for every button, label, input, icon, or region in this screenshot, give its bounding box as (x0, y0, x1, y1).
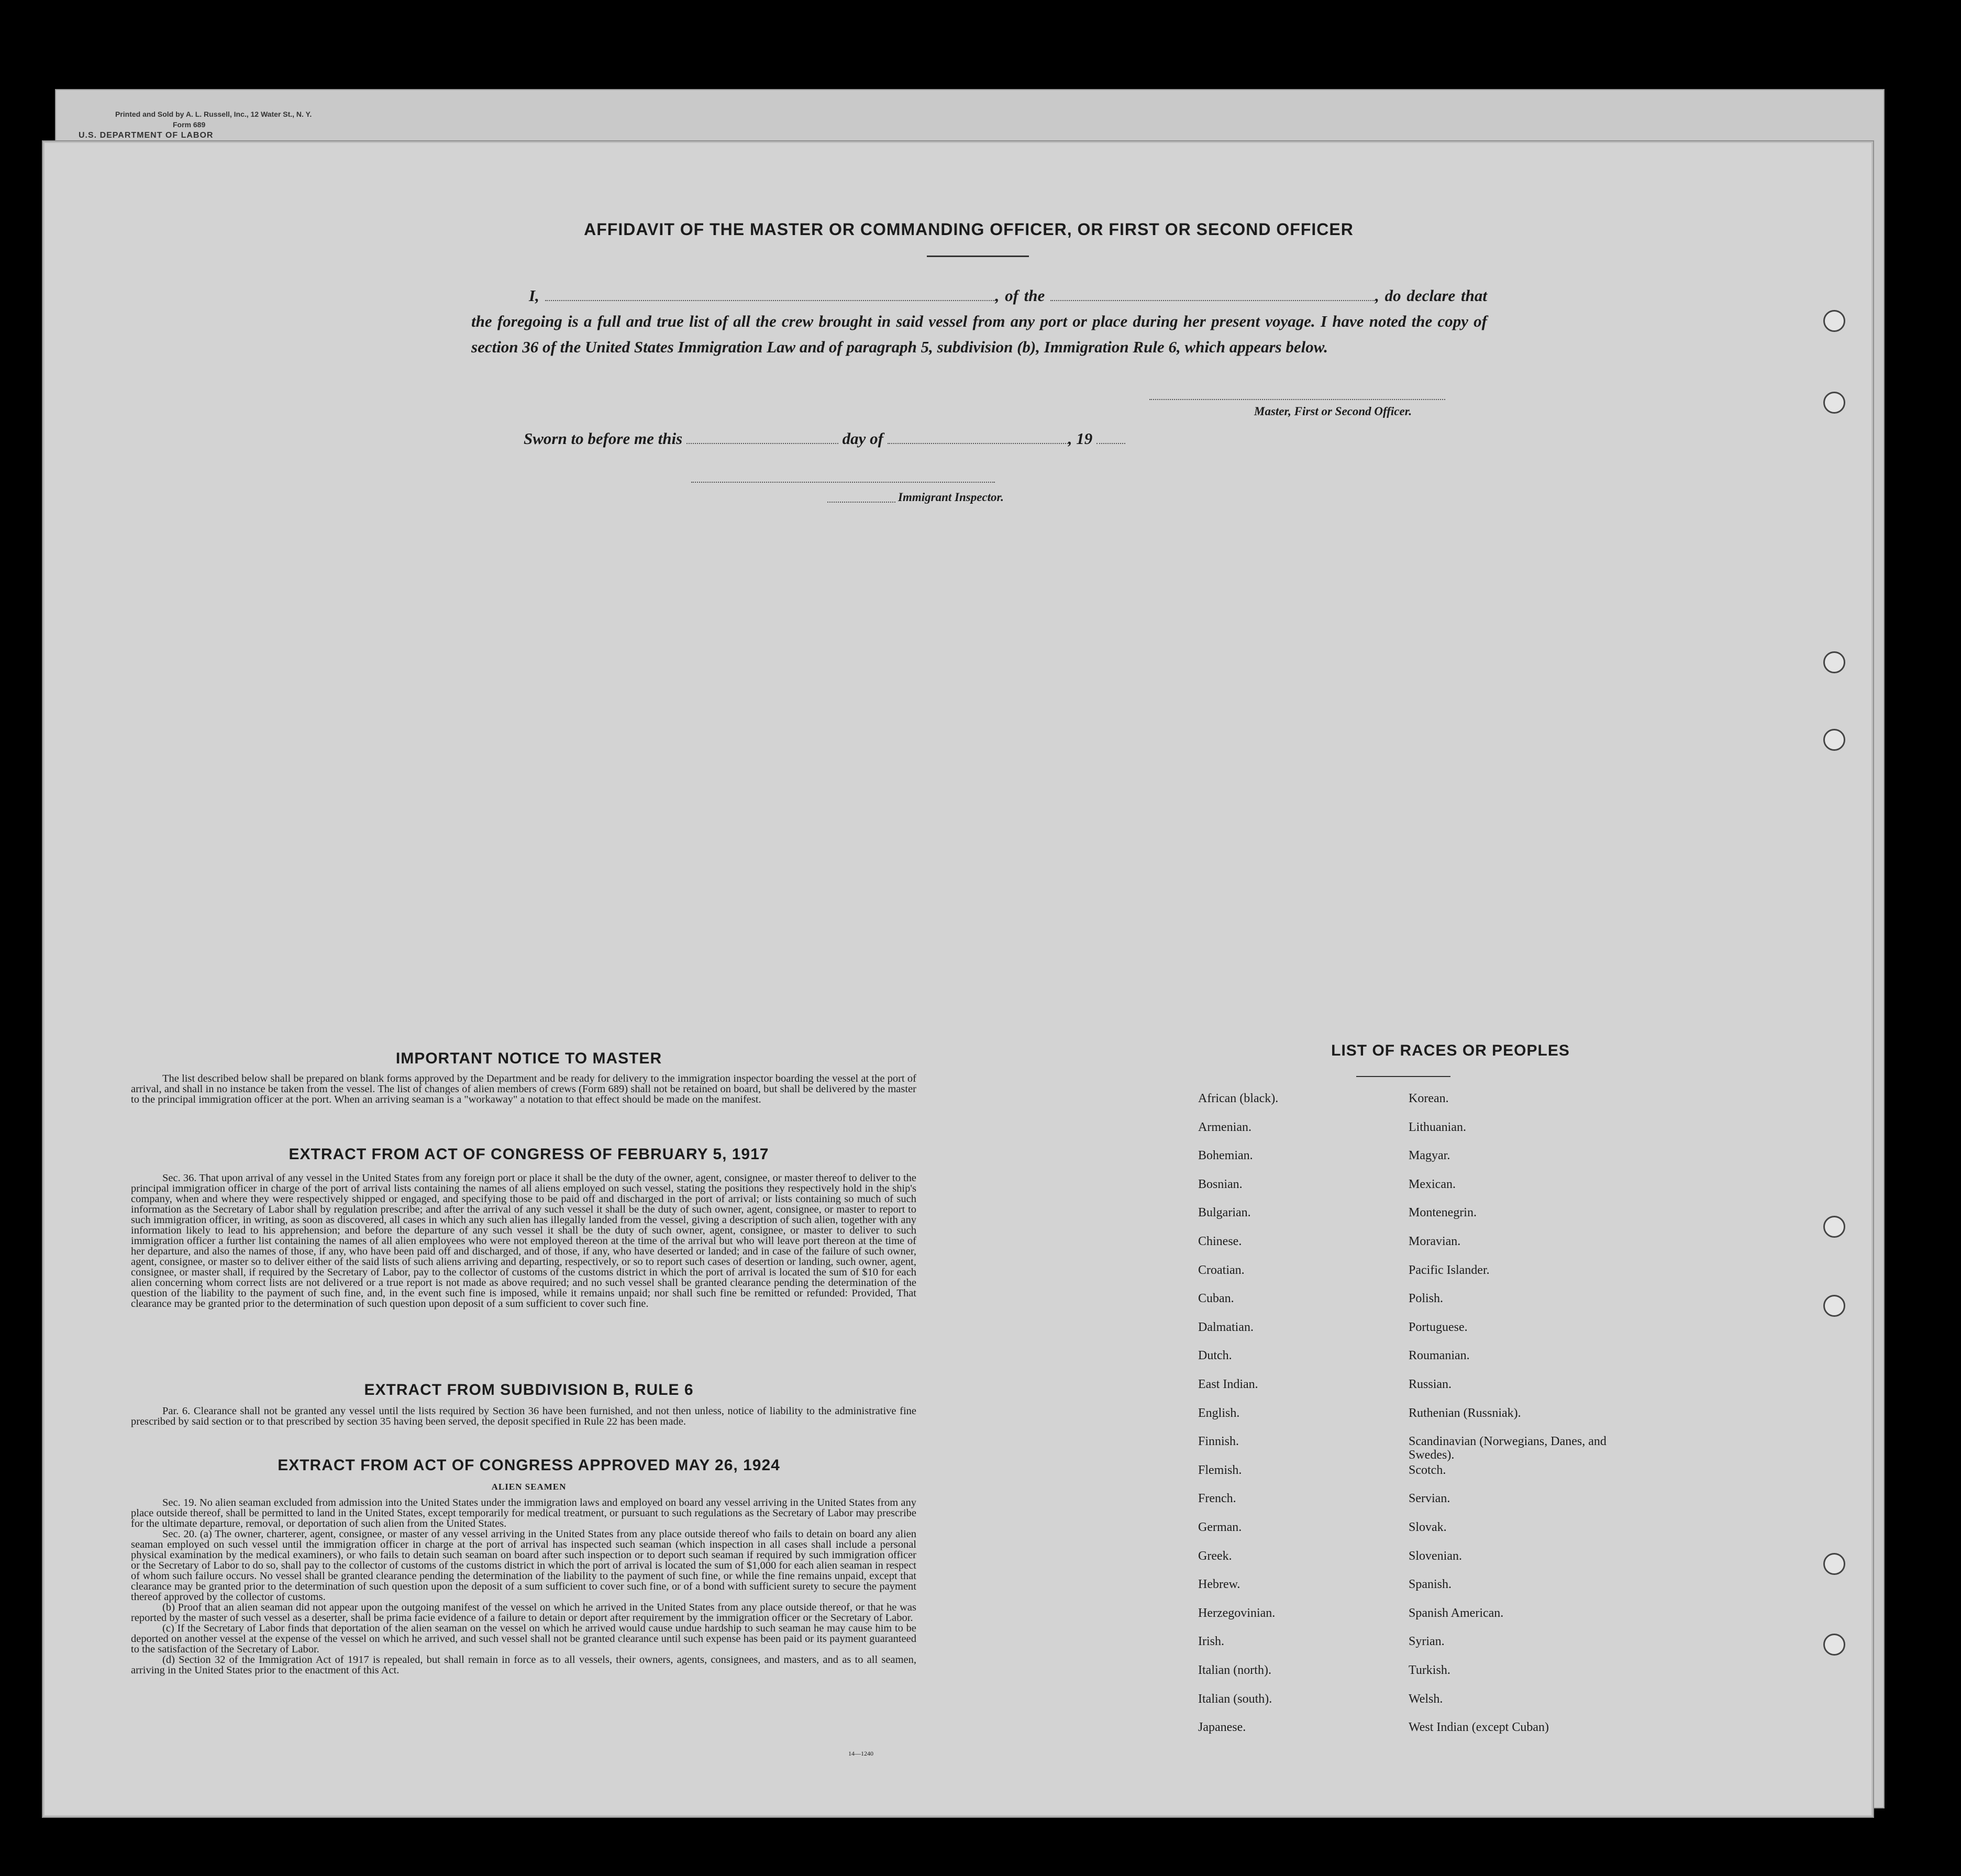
year-label: , 19 (1068, 429, 1093, 448)
race-item: Dalmatian. (1198, 1320, 1254, 1334)
sworn-year-blank (1096, 432, 1125, 444)
notice-text: The list described below shall be prepared on blank forms approved by the Department and be ready for delivery to the immigration inspector boarding the vessel at the port of arrival, and shall in no instance be taken from the vessel. The list of changes of alien members of crews (Form 689) shall not be retained on board, but shall be delivered by the master to the principal immigration officer at the port. When an arriving seaman is a "workaway" a notation to that effect should be made on the manifest. (131, 1073, 916, 1105)
race-item: Italian (north). (1198, 1663, 1271, 1677)
extract-rule6-text: Par. 6. Clearance shall not be granted any vessel until the lists required by Section 36 have been furnished, and not then unless, notice of liability to the administrative fine prescribed by said section or to that prescribed by section 35 having been served, the deposit specified in Rule 22 has been made. (131, 1405, 916, 1427)
binder-hole-icon (1823, 1295, 1845, 1317)
extract-1924-text (131, 1497, 916, 1675)
sec-20c-paragraph: (c) If the Secretary of Labor finds that deportation of the alien seaman on the vessel on which he arrived would cause undue hardship to such seaman he may cause him to be deported on another vessel at the expense of the vessel on which he arrived, and such vessel shall not be granted clearance until such expense has been paid or its payment guaranteed to the satisfaction of the Secretary of Labor. (131, 1623, 916, 1655)
form-number: Form 689 (173, 120, 206, 129)
printer-imprint: Printed and Sold by A. L. Russell, Inc., 12 Water St., N. Y. (115, 110, 312, 118)
race-item: Finnish. (1198, 1435, 1239, 1449)
race-item: Armenian. (1198, 1120, 1251, 1134)
race-item: Bulgarian. (1198, 1206, 1251, 1220)
race-item: Japanese. (1198, 1720, 1246, 1735)
race-item: Roumanian. (1409, 1349, 1470, 1363)
extract-rule6-title: EXTRACT FROM SUBDIVISION B, RULE 6 (364, 1381, 694, 1398)
sec-20d-paragraph: (d) Section 32 of the Immigration Act of 1917 is repealed, but shall remain in force as to all vessels, their owners, agents, consignees, and masters, and as to all seamen, arriving in the United States prior to the enactment of this Act. (131, 1654, 916, 1676)
notice-title: IMPORTANT NOTICE TO MASTER (395, 1050, 662, 1067)
race-item: Slovenian. (1409, 1549, 1462, 1563)
race-item: Welsh. (1409, 1692, 1443, 1706)
affidavit-title: AFFIDAVIT OF THE MASTER OR COMMANDING OFFICER, OR FIRST OR SECOND OFFICER (584, 220, 1354, 239)
race-item: Portuguese. (1409, 1320, 1468, 1334)
extract-1924-title: EXTRACT FROM ACT OF CONGRESS APPROVED MAY 26, 1924 (278, 1457, 780, 1474)
binder-hole-icon (1823, 392, 1845, 414)
race-item: Montenegrin. (1409, 1206, 1477, 1220)
sec-20a-paragraph: Sec. 20. (a) The owner, charterer, agent, consignee, or master of any vessel arriving in the United States from any place outside thereof who fails to detain on board any alien seaman employed on such vessel until the immigration officer in charge at the port of arrival has inspected such seaman (which inspection in all cases shall include a personal physical examination by the medical examiners), or who fails to detain such seaman on board after such inspection or to deport such seaman if required by such immigration officer or the Secretary of Labor to do so, shall pay to the collector of customs of the customs district in which the port of arrival is located the sum of $1,000 for each alien seaman in respect of whom such failure occurs. No vessel shall be granted clearance pending the determination of the liability to the payment of such fine, or while the fine remains unpaid, except that clearance may be granted prior to the determination of such question upon the deposit of a sum sufficient to cover such fine, or of a bond with sufficient surety to secure the payment thereof approved by the collector of customs. (131, 1528, 916, 1603)
binder-hole-icon (1823, 1553, 1845, 1575)
sec-20b-paragraph: (b) Proof that an alien seaman did not appear upon the outgoing manifest of the vessel on which he arrived in the United States from any place outside thereof, or that he was reported by the master of such vessel as a deserter, shall be prima facie evidence of a failure to detain or deport after requirement by the immigration officer or the Secretary of Labor. (131, 1602, 916, 1624)
race-item: Servian. (1409, 1492, 1450, 1506)
binder-hole-icon (1823, 1634, 1845, 1656)
race-item: French. (1198, 1492, 1236, 1506)
race-item: Slovak. (1409, 1520, 1447, 1534)
vessel-blank (1050, 290, 1375, 301)
race-item: Spanish. (1409, 1578, 1452, 1592)
alien-seamen-subtitle: ALIEN SEAMEN (491, 1482, 567, 1492)
race-item: Scandinavian (Norwegians, Danes, and Swedes). (1409, 1435, 1607, 1462)
race-item: Ruthenian (Russniak). (1409, 1406, 1521, 1420)
race-item: Irish. (1198, 1635, 1224, 1649)
affidavit-text (471, 283, 1487, 360)
sworn-day-blank (686, 432, 838, 444)
day-of-label: day of (842, 429, 883, 448)
name-blank (545, 290, 995, 301)
binder-hole-icon (1823, 729, 1845, 751)
race-item: West Indian (except Cuban) (1409, 1720, 1549, 1735)
race-item: German. (1198, 1520, 1242, 1534)
title-rule (927, 256, 1029, 257)
affidavit-body-text: that the foregoing is a full and true list of all the crew brought in said vessel from any port or place during her present voyage. I have noted the copy of section 36 of the United States Immigration Law and of paragraph 5, subdivision (b), Immigration Rule 6, which appears below. (471, 286, 1488, 356)
race-item: East Indian. (1198, 1378, 1258, 1391)
race-item: Pacific Islander. (1409, 1263, 1490, 1277)
sworn-month-blank (888, 432, 1068, 444)
inspector-short-line (827, 502, 895, 503)
race-item: Chinese. (1198, 1235, 1242, 1248)
inspector-signature-line (691, 482, 995, 483)
extract-1917-title: EXTRACT FROM ACT OF CONGRESS OF FEBRUARY 5, 1917 (289, 1146, 769, 1163)
race-item: Polish. (1409, 1292, 1444, 1306)
race-item: Russian. (1409, 1378, 1452, 1391)
race-item: African (black). (1198, 1092, 1279, 1105)
binder-hole-icon (1823, 651, 1845, 673)
sec-19-paragraph: Sec. 19. No alien seaman excluded from admission into the United States under the immigration laws and employed on board any vessel arriving in the United States from any place outside thereof, shall be permitted to land in the United States, except temporarily for medical treatment, or pursuant to such regulations as the Secretary of Labor may prescribe for the ultimate departure, removal, or deportation of such alien from the United States. (131, 1497, 916, 1529)
race-item: Bosnian. (1198, 1177, 1243, 1191)
race-item: Flemish. (1198, 1463, 1242, 1477)
sworn-label: Sworn to before me this (524, 429, 683, 448)
race-item: Italian (south). (1198, 1692, 1272, 1706)
race-item: Bohemian. (1198, 1149, 1253, 1163)
race-item: Turkish. (1409, 1663, 1450, 1677)
race-item: Syrian. (1409, 1635, 1445, 1649)
race-item: Mexican. (1409, 1177, 1456, 1191)
race-item: Moravian. (1409, 1235, 1461, 1248)
sworn-line (524, 429, 1125, 448)
of-the-label: , of the (995, 286, 1045, 305)
race-item: Spanish American. (1409, 1606, 1504, 1620)
binder-hole-icon (1823, 1216, 1845, 1238)
department-header: U.S. DEPARTMENT OF LABOR (79, 131, 214, 140)
binder-hole-icon (1823, 310, 1845, 332)
races-title-rule (1356, 1076, 1450, 1077)
races-title: LIST OF RACES OR PEOPLES (1331, 1042, 1570, 1059)
race-item: Dutch. (1198, 1349, 1232, 1363)
master-signature-line (1149, 399, 1445, 400)
race-item: Croatian. (1198, 1263, 1245, 1277)
inspector-label: Immigrant Inspector. (898, 491, 1004, 504)
extract-1917-text: Sec. 36. That upon arrival of any vessel in the United States from any foreign port or place it shall be the duty of the owner, agent, consignee, or master thereof to deliver to the principal immigration officer in charge of the port of arrival lists containing the names of all aliens employed on such vessel, stating the positions they respectively hold in the ship's company, when and where they were respectively shipped or engaged, and specifying those to be paid off and discharged in the port of arrival; or lists containing so much of such information as the Secretary of Labor shall by regulation prescribe; and after the arrival of any such vessel it shall be the duty of such owner, agent, consignee, or master to report to such immigration officer, in writing, as soon as discovered, all cases in which any such alien has illegally landed from the vessel, giving a description of such alien, together with any information likely to lead to his apprehension; and before the departure of any such vessel it shall be the duty of such owner, agent, consignee, or master to deliver to such immigration officer a further list containing the names of all alien employees who were not employed thereon at the time of the arrival but who will leave port thereon at the time of her departure, and also the names of those, if any, who have been paid off and discharged, and of those, if any, who have deserted or landed; and in case of the failure of such owner, agent, consignee, or master so to deliver either of the said lists of such aliens arriving and departing, respectively, or so to report such cases of desertion or landing, such owner, agent, consignee, or master shall, if required by the Secretary of Labor, pay to the collector of customs of the customs district in which the port of arrival is located the sum of $10 for each alien concerning whom correct lists are not delivered or a true report is not made as above required; and no such vessel shall be granted clearance pending the determination of the question of the liability to the payment of such fine, and, in the event such fine is imposed, while it remains unpaid; nor shall such fine be remitted or refunded: Provided, That clearance may be granted prior to the determination of such question upon deposit of a sum sufficient to cover such fine. (131, 1172, 916, 1309)
master-signature-label: Master, First or Second Officer. (1254, 405, 1412, 418)
race-item: Herzegovinian. (1198, 1606, 1276, 1620)
race-item: Greek. (1198, 1549, 1232, 1563)
document-number: 14—1240 (848, 1750, 873, 1757)
race-item: English. (1198, 1406, 1240, 1420)
race-item: Hebrew. (1198, 1578, 1240, 1592)
i-label: I, (529, 286, 539, 305)
race-item: Scotch. (1409, 1463, 1446, 1477)
do-declare-label: , do declare (1375, 286, 1456, 305)
race-item: Lithuanian. (1409, 1120, 1466, 1134)
race-item: Magyar. (1409, 1149, 1450, 1163)
race-item: Cuban. (1198, 1292, 1234, 1306)
race-item: Korean. (1409, 1092, 1449, 1105)
